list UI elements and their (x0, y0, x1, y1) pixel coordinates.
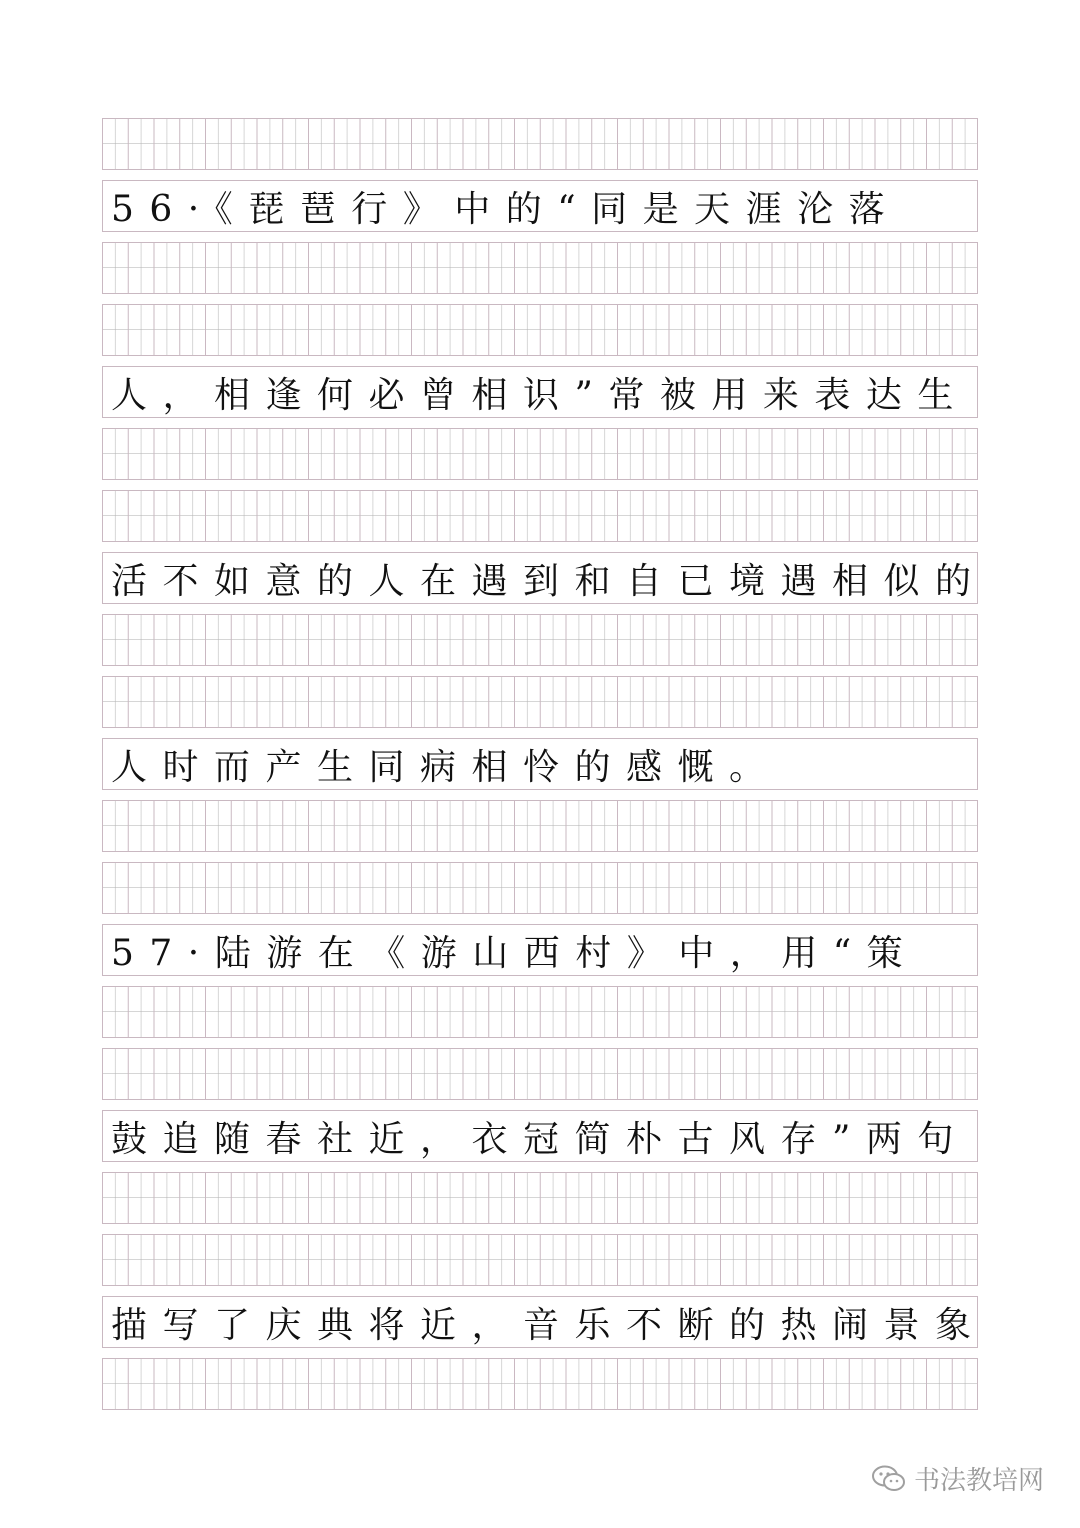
text-row (102, 924, 978, 976)
line-text: 人，相逢何必曾相识”常被用来表达生 (111, 374, 969, 416)
blank-grid-row (102, 800, 978, 852)
blank-grid-row (102, 614, 978, 666)
text-row (102, 366, 978, 418)
watermark (872, 1460, 1044, 1497)
text-row (102, 180, 978, 232)
blank-grid-row (102, 118, 978, 170)
blank-grid-row (102, 1234, 978, 1286)
blank-grid-row (102, 490, 978, 542)
blank-grid-row (102, 242, 978, 294)
line-text: 57·陆游在《游山西村》中，用“策 (111, 932, 919, 974)
blank-grid-row (102, 428, 978, 480)
wechat-icon (872, 1465, 906, 1493)
text-row (102, 1110, 978, 1162)
blank-grid-row (102, 1048, 978, 1100)
blank-grid-row (102, 676, 978, 728)
watermark-text: 书法教培网 (914, 1466, 1045, 1496)
text-row (102, 1296, 987, 1348)
blank-grid-row (102, 1358, 978, 1410)
blank-grid-row (102, 986, 978, 1038)
line-text: 活不如意的人在遇到和自已境遇相似的 (111, 560, 987, 602)
line-text: 描写了庆典将近，音乐不断的热闹景象 (111, 1304, 987, 1346)
text-row (102, 738, 978, 790)
blank-grid-row (102, 304, 978, 356)
blank-grid-row (102, 862, 978, 914)
line-text: 56·《琵琶行》中的“同是天涯沦落 (111, 188, 901, 230)
line-text: 人时而产生同病相怜的感慨。 (111, 746, 781, 788)
text-row (102, 552, 987, 604)
line-text: 鼓追随春社近，衣冠简朴古风存”两句 (111, 1118, 969, 1160)
blank-grid-row (102, 1172, 978, 1224)
